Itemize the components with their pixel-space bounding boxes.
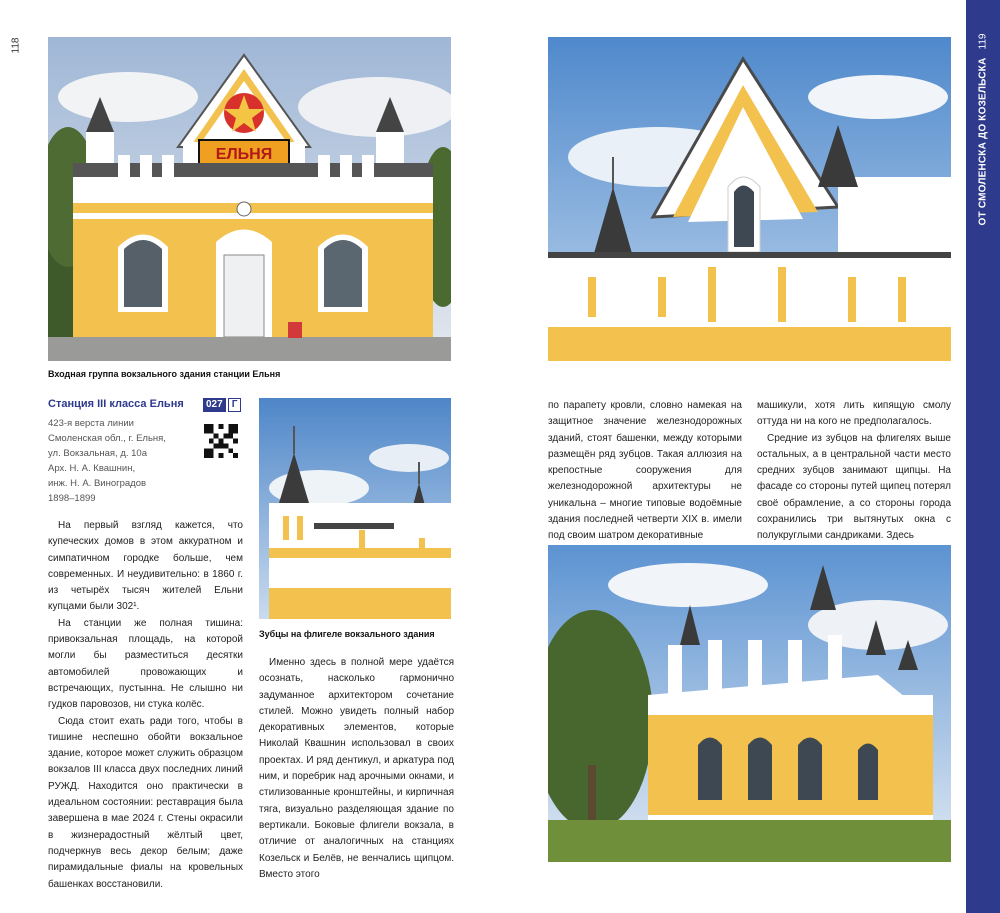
text-column-2 <box>259 655 454 883</box>
object-code-letter: Г <box>228 398 242 412</box>
paragraph: На первый взгляд кажется, что купеческих домов в этом аккуратном и симпатичном городке больше, чем современных. И неудивительно: в 1860 г. из четырёх тысяч жителей Ельни купцами были 302¹. <box>48 520 243 613</box>
chapter-sidebar <box>966 0 1000 913</box>
info-line: Смоленская обл., г. Ельня, <box>48 433 166 444</box>
paragraph: по парапету кровли, словно намекая на защитное значение железнодорожных зданий, стоят башенки, между которыми размещён ряд зубцов. Такая аллюзия на крепостные сооружения для железнодорожной архитектуры не уникальна – многие типовые водоёмные здания последней четверти XIX в. имели под своим шатром декоративные <box>548 400 742 542</box>
paragraph: машикули, хотя лить кипящую смолу оттуда ни на кого не предполагалось. <box>757 400 951 428</box>
info-line: 1898–1899 <box>48 493 96 504</box>
paragraph: На станции же полная тишина: привокзальная площадь, на которой могли бы разместиться десятки автомобилей провожающих и встречающих, пустынна. Не слышно ни гудков паровозов, ни стука колёс. <box>48 617 243 711</box>
paragraph: Средние из зубцов на флигелях выше остальных, а в центральной части место средних зубцов занимают щипцы. На фасаде со стороны путей щипец потерял своё обрамление, а со стороны города сохранились три вытянутых окна с полукруглыми сандриками. Здесь <box>757 432 951 542</box>
info-line: Арх. Н. А. Квашнин, <box>48 463 136 474</box>
object-code <box>203 398 241 412</box>
paragraph: Сюда стоит ехать ради того, чтобы в тишине неспешно обойти вокзальное здание, которое может служить образцом вокзалов III класса двух последних линий РУЖД. Находится оно практически в идеальном состоянии: реставрация была завершена в мае 2024 г. Стены окрасили в жизнерадостный жёлтый цвет, подчеркнув весь декор белым; даже пирамидальные фиалы на кровельных башенках восстановили. <box>48 715 243 890</box>
text-column-1 <box>48 518 243 893</box>
station-entrance-photo <box>48 37 451 361</box>
station-wing-photo <box>548 545 951 862</box>
qr-code-icon[interactable] <box>204 424 238 458</box>
info-line: 423-я верста линии <box>48 418 134 429</box>
text-column-4 <box>757 398 951 545</box>
running-title: ОТ СМОЛЕНСКА ДО КОЗЕЛЬСКА <box>977 57 989 226</box>
page-number-right: 119 <box>977 33 989 50</box>
main-photo-caption: Входная группа вокзального здания станции Ельня <box>48 369 281 379</box>
info-line: инж. Н. А. Виноградов <box>48 478 147 489</box>
page-number-left: 118 <box>10 37 22 54</box>
station-sign-text: ЕЛЬНЯ <box>215 146 273 163</box>
station-gable-photo <box>548 37 951 361</box>
wing-merlons-photo <box>259 398 451 619</box>
info-line: ул. Вокзальная, д. 10а <box>48 448 148 459</box>
station-title: Станция III класса Ельня <box>48 398 184 410</box>
paragraph: Именно здесь в полной мере удаётся осознать, насколько гармонично задуманное архитектором сочетание стилей. Можно увидеть полный набор декоративных элементов, которые Николай Квашнин использовал в своих проектах. И ряд дентикул, и аркатура под ним, и поребрик над арочными окнами, и стилизованные кронштейны, и кирпичная тяга, визуально разделяющая здание по вертикали. Боковые флигели вокзала, в отличие от аналогичных на станциях Козельск и Белёв, не венчались щипцом. Вместо этого <box>259 657 454 880</box>
station-info <box>48 416 198 506</box>
text-column-3 <box>548 398 742 545</box>
small-photo-caption: Зубцы на флигеле вокзального здания <box>259 629 435 639</box>
object-code-number: 027 <box>203 398 226 412</box>
